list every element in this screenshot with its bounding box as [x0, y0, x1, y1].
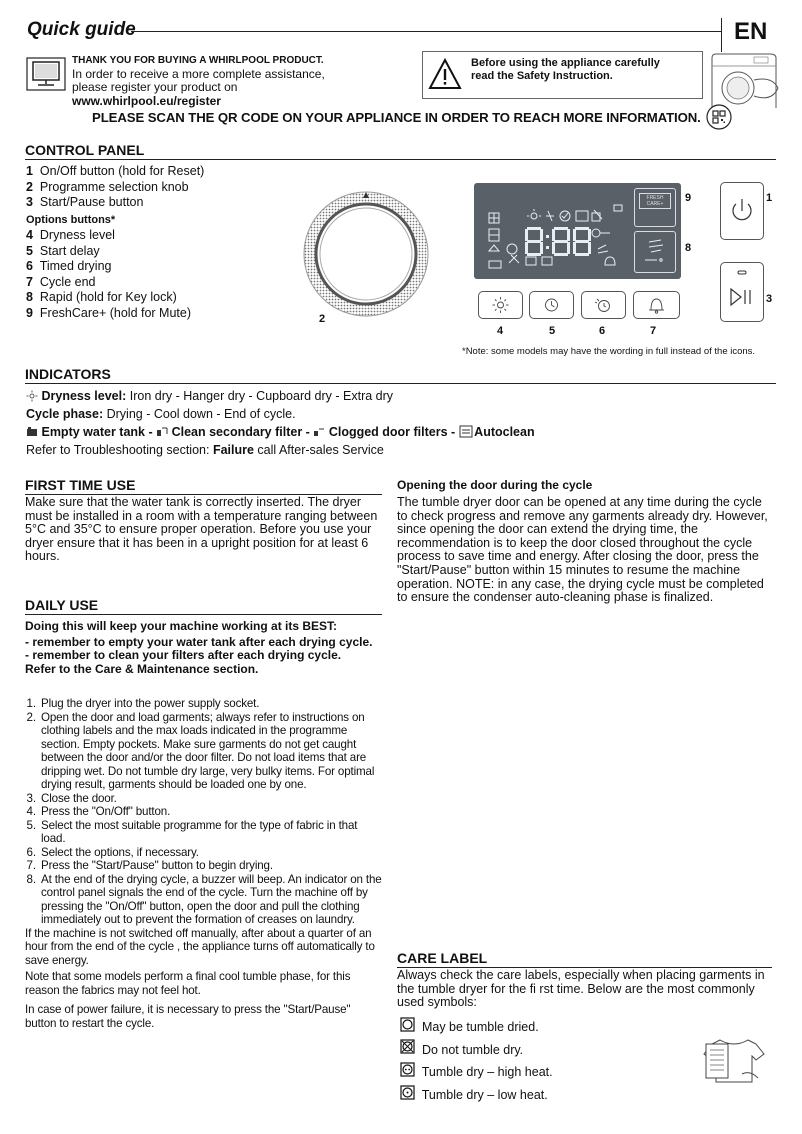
qr-code-icon: [706, 104, 732, 135]
indicators-block: [26, 387, 786, 459]
icon-note: *Note: some models may have the wording in full instead of the icons.: [462, 346, 756, 357]
callout-5: 5: [549, 325, 556, 337]
opt-item-9: 9 FreshCare+ (hold for Mute): [26, 305, 192, 320]
cycle-end-button[interactable]: [633, 291, 680, 319]
options-heading: Options buttons*: [26, 213, 116, 226]
care-symbols: [400, 1016, 553, 1107]
auto-off-text: If the machine is not switched off manually, after about a quarter of an hour from the end of the cycle , the appliance turns off automatically to save energy.: [25, 926, 375, 967]
cycle-values: Drying - Cool down - End of cycle.: [106, 407, 296, 421]
dryness-sun-icon: [26, 389, 38, 401]
lang-divider: [721, 18, 722, 52]
timed-drying-button[interactable]: [581, 291, 626, 319]
step-1: 1. Plug the dryer into the power supply socket.: [39, 697, 382, 711]
cp-item-1: 1 On/Off button (hold for Reset): [26, 164, 205, 178]
power-icon: [721, 183, 763, 239]
control-panel-list: [26, 164, 204, 321]
power-failure-text: In case of power failure, it is necessary to press the "Start/Pause" button to restart the cycle.: [25, 1003, 351, 1030]
safety-line-2: read the Safety Instruction.: [471, 70, 613, 82]
opt-item-5: 5 Start delay: [26, 243, 100, 258]
title-rule: [131, 31, 721, 32]
callout-6: 6: [599, 325, 606, 337]
indicators-heading: INDICATORS: [25, 366, 776, 384]
first-time-use-text: Make sure that the water tank is correctly inserted. The dryer must be installed in a room with a temperature ranging between 5°C and 35°C to ensure proper operation. Before you use your dryer ensure that it has been in a upright position for at least 6 hours.: [25, 495, 378, 564]
care-label-text: Always check the care labels, especially when placing garments in the tumble dryer for the fi rst time. Below are the most commonly used symbols:: [397, 968, 765, 1010]
opt-item-7: 7 Cycle end: [26, 274, 96, 289]
callout-7: 7: [650, 325, 657, 337]
callout-9: 9: [685, 192, 692, 204]
play-pause-icon: [721, 263, 763, 321]
door-heading: Opening the door during the cycle: [397, 478, 593, 492]
step-7: 7. Press the "Start/Pause" button to begin drying.: [39, 859, 382, 873]
on-off-button[interactable]: [720, 182, 764, 240]
step-4: 4. Press the "On/Off" button.: [39, 805, 382, 819]
door-filters-text: Clogged door filters -: [328, 425, 456, 439]
secondary-filter-text: Clean secondary filter -: [171, 425, 310, 439]
cycle-label: Cycle phase:: [26, 407, 104, 421]
control-panel-heading: CONTROL PANEL: [25, 142, 776, 160]
alerts-row: [26, 423, 786, 441]
lcd-display: [474, 183, 681, 279]
failure-rest: call After-sales Service: [257, 443, 384, 457]
opt-item-8: 8 Rapid (hold for Key lock): [26, 290, 177, 304]
daily-use-heading: DAILY USE: [25, 597, 382, 615]
care-symbol-row: [400, 1061, 553, 1084]
tip-1: Doing this will keep your machine working at its BEST:: [25, 619, 338, 633]
register-line-3: please register your product on: [72, 80, 238, 94]
programme-knob[interactable]: [295, 190, 437, 323]
start-pause-button[interactable]: [720, 262, 764, 322]
daily-use-tips: [25, 620, 382, 677]
autoclean-icon: [459, 424, 471, 436]
step-8: 8. At the end of the drying cycle, a buzzer will beep. An indicator on the control panel signals the end of the cycle. Turn the machine off by pressing the "On/Off" button, open the door and pull the clothing immediately out to prevent the formation of creases on laundry.: [39, 873, 382, 927]
register-info: [72, 54, 332, 108]
door-filter-icon: [313, 425, 325, 437]
tumble-dry-low-icon: [400, 1085, 415, 1107]
care-symbol-label: Tumble dry – high heat.: [421, 1065, 553, 1080]
tip-2: - remember to empty your water tank after each drying cycle.: [25, 634, 373, 649]
start-delay-button[interactable]: [529, 291, 574, 319]
clock-icon: [530, 292, 573, 318]
tshirt-label-illustration: [698, 1034, 770, 1091]
dryness-row: [26, 387, 786, 405]
water-tank-text: Empty water tank -: [41, 425, 153, 439]
care-label-heading: CARE LABEL: [397, 950, 772, 968]
warning-icon: [428, 57, 462, 96]
autoclean-text: Autoclean: [474, 425, 535, 439]
tumble-dry-high-icon: [400, 1062, 415, 1084]
step-6: 6. Select the options, if necessary.: [39, 846, 382, 860]
register-url[interactable]: www.whirlpool.eu/register: [72, 93, 221, 108]
timer-icon: [582, 292, 625, 318]
step-2: 2. Open the door and load garments; always refer to instructions on clothing labels and the max loads indicated in the programme section. Empty pockets. Make sure garments do not get caught between the door and/or the door filter. Do not load items that are dripping wet. Do not tumble dry large, very bulky items. For optimal drying result, garments should be loaded one by one.: [39, 711, 382, 792]
computer-icon: [26, 57, 66, 96]
step-5: 5. Select the most suitable programme for the type of fabric in that load.: [39, 819, 382, 846]
care-symbol-row: [400, 1084, 553, 1107]
opt-item-4: 4 Dryness level: [26, 228, 115, 242]
dryness-label: Dryness level:: [41, 389, 127, 403]
dryness-level-button[interactable]: [478, 291, 523, 319]
thanks-text: THANK YOU FOR BUYING A WHIRLPOOL PRODUCT.: [72, 55, 324, 66]
tip-3: - remember to clean your filters after each drying cycle.: [25, 648, 342, 663]
care-symbol-label: May be tumble dried.: [421, 1020, 539, 1034]
callout-4: 4: [497, 325, 504, 337]
freshcare-label: FRESH CARE+: [639, 193, 671, 209]
dryness-values: Iron dry - Hanger dry - Cupboard dry - Extra dry: [129, 389, 394, 403]
tip-4: Refer to the Care & Maintenance section.: [25, 662, 259, 677]
callout-3: 3: [766, 293, 773, 305]
care-symbol-row: [400, 1016, 553, 1039]
care-symbol-label: Do not tumble dry.: [421, 1042, 524, 1057]
cp-item-3: 3 Start/Pause button: [26, 195, 144, 209]
secondary-filter-icon: [156, 425, 168, 437]
rapid-button[interactable]: [634, 231, 676, 273]
care-symbol-row: [400, 1039, 553, 1062]
cycle-row: [26, 405, 786, 423]
qr-instruction: PLEASE SCAN THE QR CODE ON YOUR APPLIANCE IN ORDER TO REACH MORE INFORMATION.: [92, 110, 701, 125]
safety-notice: [422, 51, 703, 99]
callout-2: 2: [319, 313, 326, 325]
troubleshoot-text: Refer to Troubleshooting section:: [26, 443, 210, 457]
tumble-dry-icon: [400, 1017, 415, 1039]
first-time-use-heading: FIRST TIME USE: [25, 477, 382, 495]
cp-item-2: 2 Programme selection knob: [26, 179, 189, 194]
no-tumble-dry-icon: [400, 1039, 415, 1061]
opt-item-6: 6 Timed drying: [26, 259, 112, 273]
callout-1: 1: [766, 192, 773, 204]
sun-icon: [479, 292, 522, 318]
freshcare-button[interactable]: [634, 188, 676, 227]
callout-8: 8: [685, 242, 692, 254]
daily-use-steps: [25, 697, 382, 1030]
failure-word: Failure: [212, 443, 254, 457]
bell-icon: [634, 292, 679, 318]
water-tank-icon: [26, 425, 38, 437]
cool-tumble-text: Note that some models perform a final cool tumble phase, for this reason the fabrics may not feel hot.: [25, 970, 351, 997]
language-code: EN: [734, 18, 768, 45]
troubleshoot-row: [26, 441, 786, 459]
care-symbol-label: Tumble dry – low heat.: [421, 1088, 548, 1103]
safety-line-1: Before using the appliance carefully: [471, 57, 660, 69]
rapid-icon: [635, 232, 675, 272]
page-title: Quick guide: [27, 19, 136, 40]
step-3: 3. Close the door.: [39, 792, 382, 806]
door-text: The tumble dryer door can be opened at any time during the cycle to check progress and remove any garments already dry. However, since opening the door can extend the drying time, the recommendation is to keep the door closed throughout the cycle process to save time and energy. After closing the door, press the "Start/Pause" button within 15 minutes to resume the machine operation. NOTE: in any case, the drying cycle must be completed to ensure the condenser auto-cleaning phase is finalized.: [397, 495, 768, 605]
register-line-2: In order to receive a more complete assistance,: [72, 66, 325, 81]
